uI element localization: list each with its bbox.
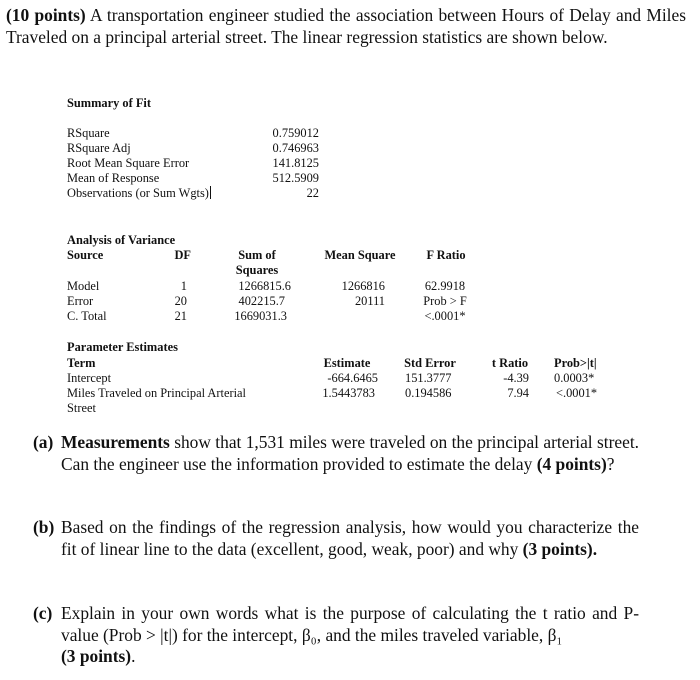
summary-value: 512.5909: [272, 171, 319, 185]
anova-header-df: DF: [174, 248, 191, 262]
summary-value: 0.746963: [272, 141, 319, 155]
summary-label: Mean of Response: [67, 171, 160, 185]
anova-ss: 1266815.6: [238, 279, 291, 293]
param-term: Miles Traveled on Principal Arterial: [67, 386, 246, 400]
regression-output: [67, 95, 627, 425]
anova-source: C. Total: [67, 309, 107, 323]
summary-of-fit-title: Summary of Fit: [67, 96, 151, 110]
text-cursor: [210, 186, 212, 199]
anova-ss: 1669031.3: [234, 309, 287, 323]
anova-f: 62.9918: [424, 279, 466, 293]
problem-statement: A transportation engineer studied the association between Hours of Delay and Miles Traveled on a principal arterial street. The linear regression statistics are shown below.: [6, 5, 686, 47]
param-std-error: 0.194586: [405, 386, 452, 400]
param-estimate: -664.6465: [327, 371, 378, 385]
problem-intro: [6, 5, 686, 48]
param-term: Intercept: [67, 371, 112, 385]
summary-label-observations: [67, 186, 211, 201]
anova-ms: 1266816: [341, 279, 385, 293]
question-c-text: Explain in your own words what is the purpose of calculating the t ratio and P-value (Prob > |t|) for the intercept, β₀, and the miles traveled variable, β₁: [61, 603, 639, 645]
param-t-ratio: -4.39: [503, 371, 529, 385]
param-std-error: 151.3777: [405, 371, 452, 385]
question-b-text: Based on the findings of the regression analysis, how would you characterize the fit of linear line to the data (excellent, good, weak, poor) and why: [61, 517, 639, 559]
anova-title: Analysis of Variance: [67, 233, 176, 247]
param-header-std-error: Std Error: [404, 356, 456, 370]
question-a-end: ?: [606, 453, 615, 474]
question-c-label: (c): [33, 603, 53, 623]
summary-value: 141.8125: [272, 156, 319, 170]
param-header-term: Term: [67, 356, 96, 370]
param-prob: 0.0003*: [554, 371, 595, 385]
param-header-estimate: Estimate: [323, 356, 371, 370]
question-c-points: (3 points): [61, 646, 132, 666]
question-b: [33, 517, 639, 560]
param-t-ratio: 7.94: [507, 386, 529, 400]
question-a-bold: Measurements: [61, 432, 170, 452]
anova-header-f: F Ratio: [426, 248, 466, 262]
anova-f: Prob > F: [423, 294, 467, 308]
anova-header-ss: Sum of: [238, 248, 276, 262]
question-c: [33, 603, 639, 668]
anova-ss: 402215.7: [238, 294, 285, 308]
summary-label: Root Mean Square Error: [67, 156, 190, 170]
summary-label: RSquare Adj: [67, 141, 131, 155]
question-a-text: show that 1,531 miles were traveled on the principal arterial street. Can the engineer use the information provided to estimate the delay: [61, 432, 639, 474]
parameters-title: Parameter Estimates: [67, 340, 178, 354]
problem-points: (10 points): [6, 5, 86, 25]
summary-value: 22: [306, 186, 319, 200]
anova-df: 21: [174, 309, 187, 323]
param-prob: <.0001*: [556, 386, 598, 400]
summary-value: 0.759012: [272, 126, 319, 140]
anova-df: 1: [180, 279, 187, 293]
anova-ms: 20111: [354, 294, 385, 308]
anova-header-ms: Mean Square: [324, 248, 396, 262]
summary-label: Observations (or Sum Wgts): [67, 186, 209, 200]
question-a-points: (4 points): [536, 453, 607, 474]
param-header-prob: Prob>|t|: [554, 356, 597, 370]
summary-label: RSquare: [67, 126, 110, 140]
anova-f: <.0001*: [424, 309, 466, 323]
question-a-label: (a): [33, 432, 54, 452]
param-term: Street: [67, 401, 96, 415]
question-c-end: .: [131, 646, 136, 666]
question-b-points: (3 points).: [522, 538, 598, 559]
anova-df: 20: [174, 294, 187, 308]
anova-header-source: Source: [67, 248, 104, 262]
anova-source: Model: [67, 279, 100, 293]
anova-source: Error: [67, 294, 94, 308]
question-b-label: (b): [33, 517, 55, 537]
param-header-t-ratio: t Ratio: [491, 356, 529, 370]
param-estimate: 1.5443783: [322, 386, 375, 400]
anova-header-ss-2: Squares: [235, 263, 279, 277]
question-a: [33, 432, 639, 475]
